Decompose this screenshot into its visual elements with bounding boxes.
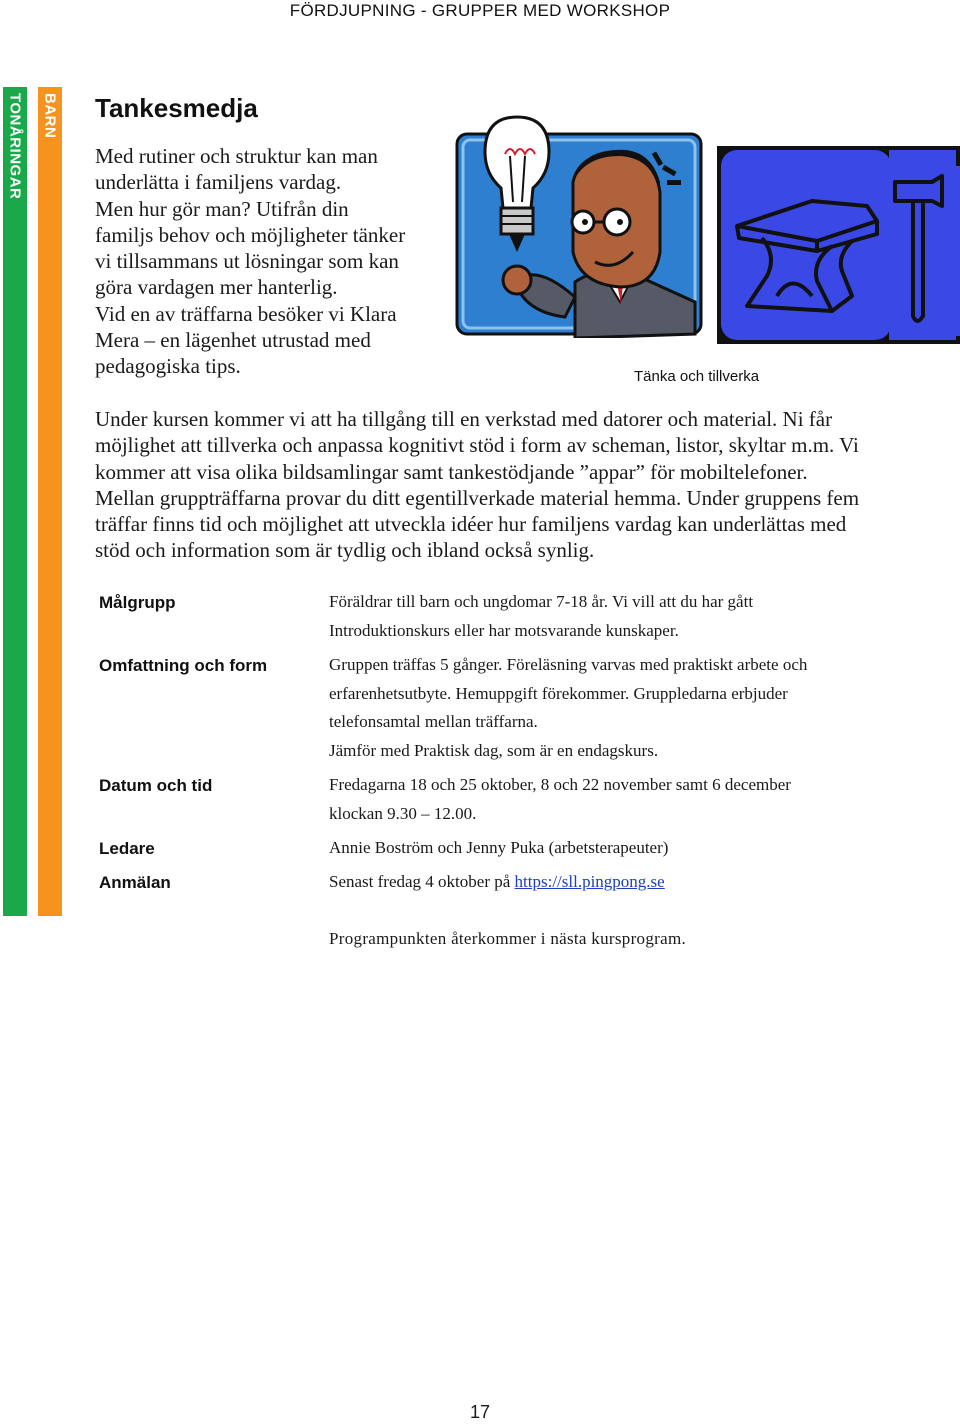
value-line: Introduktionskurs eller har motsvarande kunskaper. xyxy=(329,620,679,640)
value-omfattning xyxy=(329,651,929,766)
value-datum xyxy=(329,771,929,828)
body-line: Under kursen kommer vi att ha tillgång till en verkstad med datorer och material. Ni får xyxy=(95,407,833,431)
label-malgrupp: Målgrupp xyxy=(99,593,176,612)
side-tab-teen xyxy=(3,87,27,916)
body-line: Mellan gruppträffarna provar du ditt egentillverkade material hemma. Under gruppens fem xyxy=(95,485,860,510)
body-line: kommer att visa olika bildsamlingar samt tankestödjande ”appar” för mobiltelefoner. xyxy=(95,459,808,484)
label-ledare: Ledare xyxy=(99,839,155,858)
page-number: 17 xyxy=(469,1402,491,1422)
body-line: möjlighet att tillverka och anpassa kognitivt stöd i form av scheman, listor, skyltar m.m. Vi xyxy=(95,433,859,458)
value-line: klockan 9.30 – 12.00. xyxy=(329,803,477,823)
value-line: telefonsamtal mellan träffarna. xyxy=(329,712,538,732)
illustration-caption: Tänka och tillverka xyxy=(634,368,760,385)
value-anmalan xyxy=(329,868,929,897)
intro-paragraph xyxy=(95,143,445,380)
footer-note: Programpunkten återkommer i nästa kursprogram. xyxy=(329,929,687,948)
intro-line: pedagogiska tips. xyxy=(95,354,241,379)
intro-line: Mera – en lägenhet utrustad med xyxy=(95,328,371,353)
body-line: träffar finns tid och möjlighet att utveckla idéer hur familjens vardag kan underlättas med xyxy=(95,512,847,537)
thinking-person-illustration xyxy=(455,112,705,338)
intro-line: Men hur gör man? Utifrån din xyxy=(95,196,349,221)
running-header: FÖRDJUPNING - GRUPPER MED WORKSHOP xyxy=(289,1,671,20)
side-tab-teen-label: TONÅRINGAR xyxy=(6,93,24,200)
anvil-hammer-illustration xyxy=(717,146,960,344)
value-malgrupp xyxy=(329,588,929,645)
value-line: Fredagarna 18 och 25 oktober, 8 och 22 november samt 6 december xyxy=(329,775,791,794)
intro-line: underlätta i familjens vardag. xyxy=(95,170,342,195)
value-line: Föräldrar till barn och ungdomar 7-18 år. Vi vill att du har gått xyxy=(329,592,754,611)
body-line: stöd och information som är tydlig och ibland också synlig. xyxy=(95,538,595,563)
intro-line: familjs behov och möjligheter tänker xyxy=(95,222,406,247)
side-tab-child-label: BARN xyxy=(41,93,59,139)
course-description xyxy=(95,406,945,564)
label-omfattning: Omfattning och form xyxy=(99,656,268,675)
page-title: Tankesmedja xyxy=(95,93,258,123)
label-anmalan: Anmälan xyxy=(99,873,171,892)
value-line: Gruppen träffas 5 gånger. Föreläsning varvas med praktiskt arbete och xyxy=(329,655,808,674)
intro-line: vi tillsammans ut lösningar som kan xyxy=(95,249,399,274)
intro-line: Vid en av träffarna besöker vi Klara xyxy=(95,301,397,326)
registration-text: Senast fredag 4 oktober på xyxy=(329,872,515,891)
registration-link[interactable]: https://sll.pingpong.se xyxy=(514,872,665,891)
value-line: Annie Boström och Jenny Puka (arbetsterapeuter) xyxy=(329,838,669,857)
side-tab-child xyxy=(38,87,62,916)
value-line: erfarenhetsutbyte. Hemuppgift förekommer. Gruppledarna erbjuder xyxy=(329,683,788,703)
value-line: Jämför med Praktisk dag, som är en endagskurs. xyxy=(329,741,659,761)
intro-line: Med rutiner och struktur kan man xyxy=(95,144,378,168)
intro-line: göra vardagen mer hanterlig. xyxy=(95,275,338,300)
value-ledare xyxy=(329,834,929,863)
value-line xyxy=(329,868,929,897)
label-datum: Datum och tid xyxy=(99,776,213,795)
